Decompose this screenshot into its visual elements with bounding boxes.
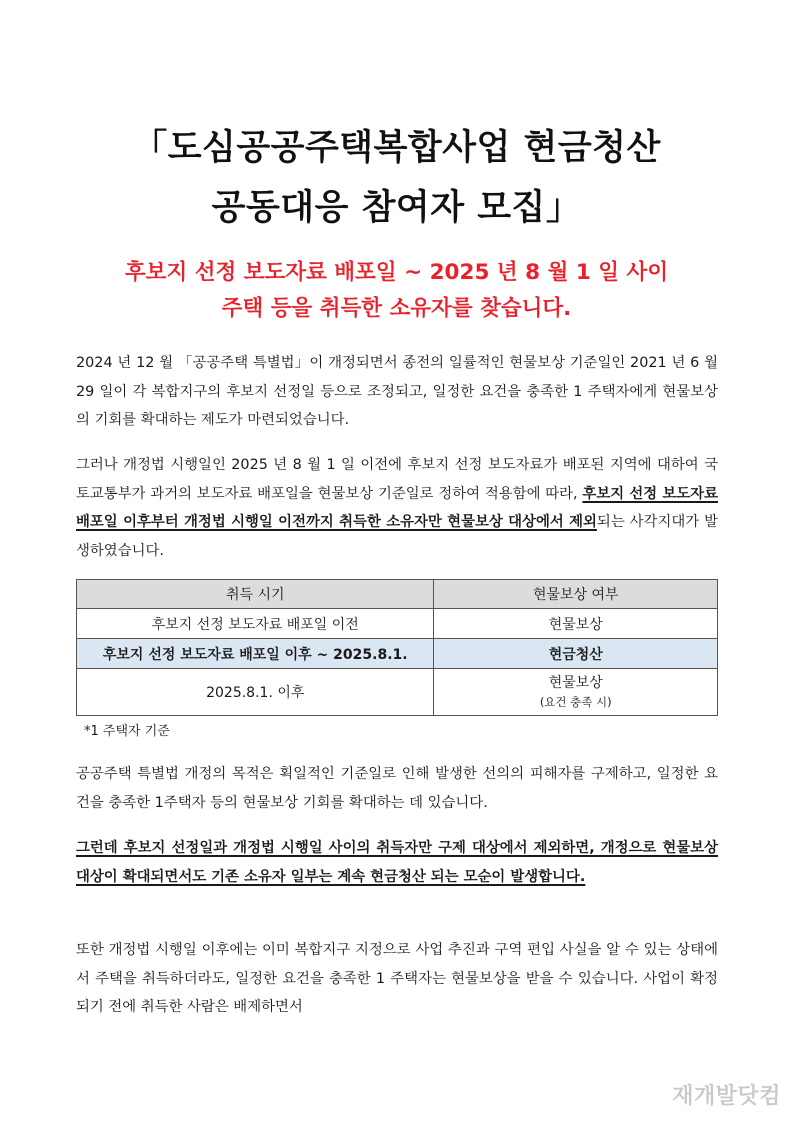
paragraph-2-emphasis: 후보지 선정 보도자료 배포일 이후부터 개정법 시행일 이전까지 취득한 소유자만 현물보상 대상에서 제외 — [76, 485, 718, 531]
row-period: 후보지 선정 보도자료 배포일 이전 — [77, 609, 434, 639]
row-status-cell — [434, 669, 718, 716]
paragraph-4-emphasis: 그런데 후보지 선정일과 개정법 시행일 사이의 취득자만 구제 대상에서 제외하면, 개정으로 현물보상 대상이 확대되면서도 기존 소유자 일부는 계속 현금청산 되는 모순이 발생합니다. — [76, 840, 718, 885]
subtitle-line-1: 후보지 선정 보도자료 배포일 ~ 2025 년 8 월 1 일 사이 — [124, 260, 669, 285]
paragraph-1: 2024 년 12 월 「공공주택 특별법」이 개정되면서 종전의 일률적인 현물보상 기준일인 2021 년 6 월 29 일이 각 복합지구의 후보지 선정일 등으로 조정되고, 일정한 요건을 충족한 1 주택자에게 현물보상의 기회를 확대하는 제도가 마련되었습니다. — [76, 355, 718, 429]
row-period: 2025.8.1. 이후 — [77, 669, 434, 716]
row-status-note: (요건 충족 시) — [539, 695, 612, 709]
compensation-table — [76, 579, 718, 716]
table-row-highlight — [77, 639, 718, 669]
header-acquisition-period: 취득 시기 — [77, 580, 434, 609]
row-status: 현금청산 — [434, 639, 718, 669]
paragraph-2 — [76, 451, 718, 565]
table-footnote: *1 주택자 기준 — [84, 724, 170, 739]
paragraph-2-intro: 그러나 개정법 시행일인 2025 년 8 월 1 일 이전에 후보지 선정 보도자료가 배포된 지역에 대하여 국토교통부가 과거의 보도자료 배포일을 현물보상 기준일로 정하여 적용함에 따라, — [76, 457, 718, 502]
table-row — [77, 669, 718, 716]
watermark-logo: 재개발닷컴 — [672, 1084, 781, 1109]
paragraph-5: 또한 개정법 시행일 이후에는 이미 복합지구 지정으로 사업 추진과 구역 편입 사실을 알 수 있는 상태에서 주택을 취득하더라도, 일정한 요건을 충족한 1 주택자는 현물보상을 받을 수 있습니다. 사업이 확정되기 전에 취득한 사람은 배제하면서 — [76, 942, 718, 1016]
subtitle-line-2: 주택 등을 취득한 소유자를 찾습니다. — [221, 296, 572, 321]
row-status: 현물보상 — [434, 609, 718, 639]
row-period: 후보지 선정 보도자료 배포일 이후 ~ 2025.8.1. — [77, 639, 434, 669]
document-title — [0, 118, 793, 238]
paragraph-3: 공공주택 특별법 개정의 목적은 획일적인 기준일로 인해 발생한 선의의 피해자를 구제하고, 일정한 요건을 충족한 1주택자 등의 현물보상 기회를 확대하는 데 있습니다. — [76, 766, 718, 811]
table-row — [77, 609, 718, 639]
document-subtitle — [0, 255, 793, 327]
table-header-row — [77, 580, 718, 609]
title-line-2: 공동대응 참여자 모집」 — [211, 188, 582, 228]
row-status: 현물보상 — [548, 675, 603, 691]
header-compensation-status: 현물보상 여부 — [434, 580, 718, 609]
title-line-1: 「도심공공주택복합사업 현금청산 — [132, 128, 661, 168]
paragraph-2-outro: 되는 사각지대가 발생하였습니다. — [76, 514, 718, 559]
